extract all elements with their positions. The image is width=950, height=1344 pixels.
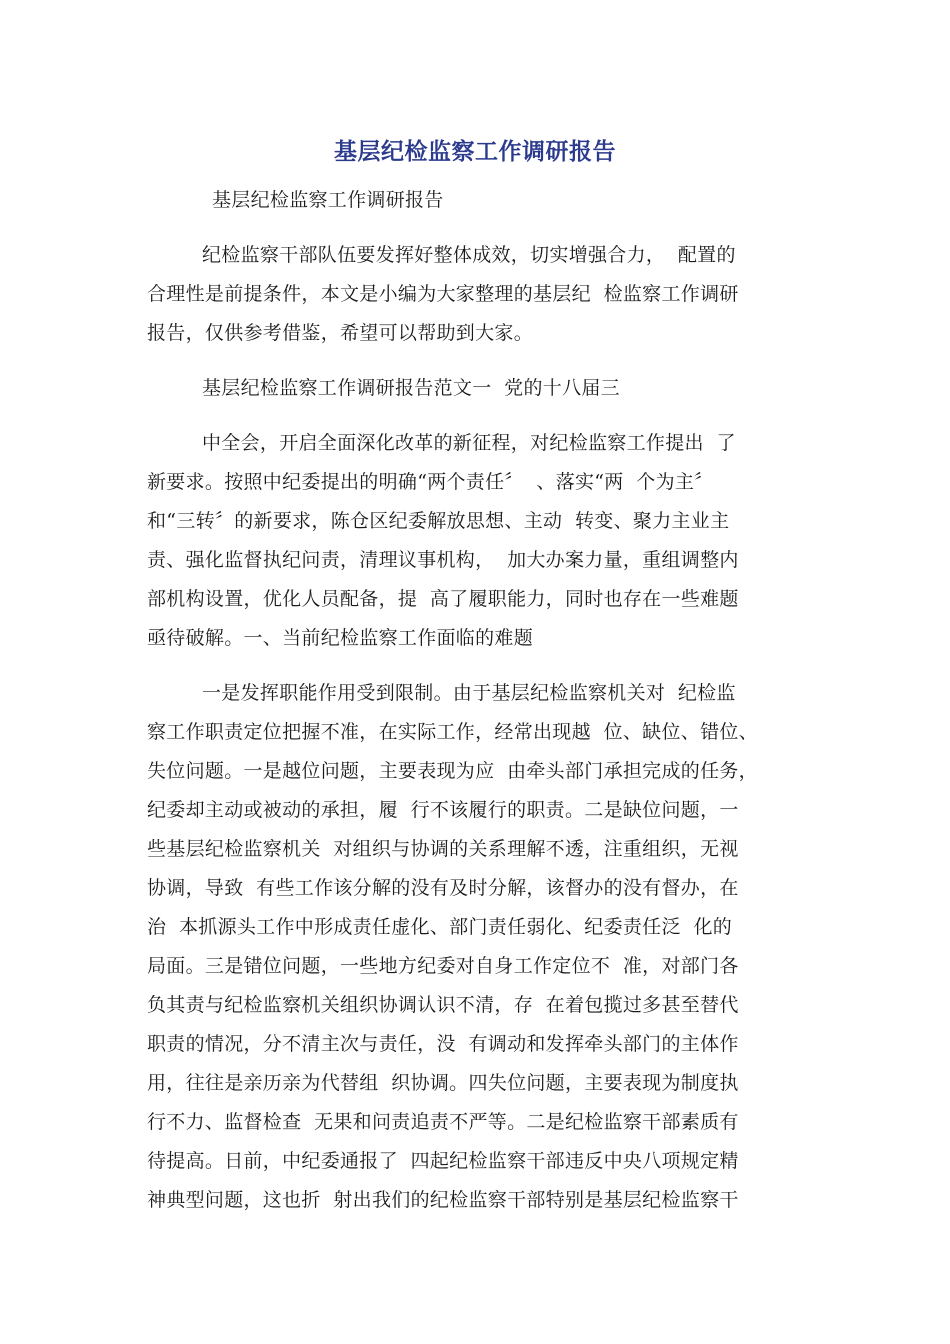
text-line: 新要求。按照中纪委提出的明确“两个责任〞 、落实“两 个为主〞	[147, 471, 714, 493]
text-line: 职责的情况，分不清主次与责任，没 有调动和发挥牵头部门的主体作	[147, 1033, 739, 1055]
text-line: 负其责与纪检监察机关组织协调认识不清，存 在着包揽过多甚至替代	[147, 994, 739, 1016]
text-line: 亟待破解。一、当前纪检监察工作面临的难题	[147, 627, 534, 649]
document-title: 基层纪检监察工作调研报告	[334, 139, 616, 165]
text-line: 和“三转〞的新要求，陈仓区纪委解放思想、主动 转变、聚力主业主	[147, 510, 730, 532]
text-line: 些基层纪检监察机关 对组织与协调的关系理解不透，注重组织，无视	[147, 838, 739, 860]
text-line: 神典型问题，这也折 射出我们的纪检监察干部特别是基层纪检监察干	[147, 1189, 739, 1211]
text-line: 报告，仅供参考借鉴，希望可以帮助到大家。	[147, 322, 534, 344]
text-line: 失位问题。一是越位问题，主要表现为应 由牵头部门承担完成的任务，	[147, 760, 758, 782]
text-line: 纪检监察干部队伍要发挥好整体成效，切实增强合力， 配置的	[202, 244, 736, 266]
text-line: 待提高。日前，中纪委通报了 四起纪检监察干部违反中央八项规定精	[147, 1150, 739, 1172]
text-line: 部机构设置，优化人员配备，提 高了履职能力，同时也存在一些难题	[147, 588, 739, 610]
text-line: 一是发挥职能作用受到限制。由于基层纪检监察机关对 纪检监	[202, 682, 736, 704]
text-line: 责、强化监督执纪问责，清理议事机构， 加大办案力量，重组调整内	[147, 549, 739, 571]
text-line: 用，往往是亲历亲为代替组 织协调。四失位问题，主要表现为制度执	[147, 1072, 739, 1094]
text-line: 察工作职责定位把握不准，在实际工作，经常出现越 位、缺位、错位、	[147, 721, 758, 743]
text-line: 中全会，开启全面深化改革的新征程，对纪检监察工作提出 了	[202, 432, 736, 454]
text-line: 纪委却主动或被动的承担，履 行不该履行的职责。二是缺位问题，一	[147, 799, 739, 821]
text-line: 治 本抓源头工作中形成责任虚化、部门责任弱化、纪委责任泛 化的	[147, 916, 733, 938]
document-subtitle: 基层纪检监察工作调研报告	[212, 189, 444, 211]
text-line: 基层纪检监察工作调研报告范文一 党的十八届三	[202, 377, 620, 399]
text-line: 合理性是前提条件，本文是小编为大家整理的基层纪 检监察工作调研	[147, 283, 739, 305]
text-line: 协调，导致 有些工作该分解的没有及时分解，该督办的没有督办，在	[147, 877, 739, 899]
text-line: 行不力、监督检查 无果和问责追责不严等。二是纪检监察干部素质有	[147, 1111, 739, 1133]
text-line: 局面。三是错位问题，一些地方纪委对自身工作定位不 准，对部门各	[147, 955, 739, 977]
